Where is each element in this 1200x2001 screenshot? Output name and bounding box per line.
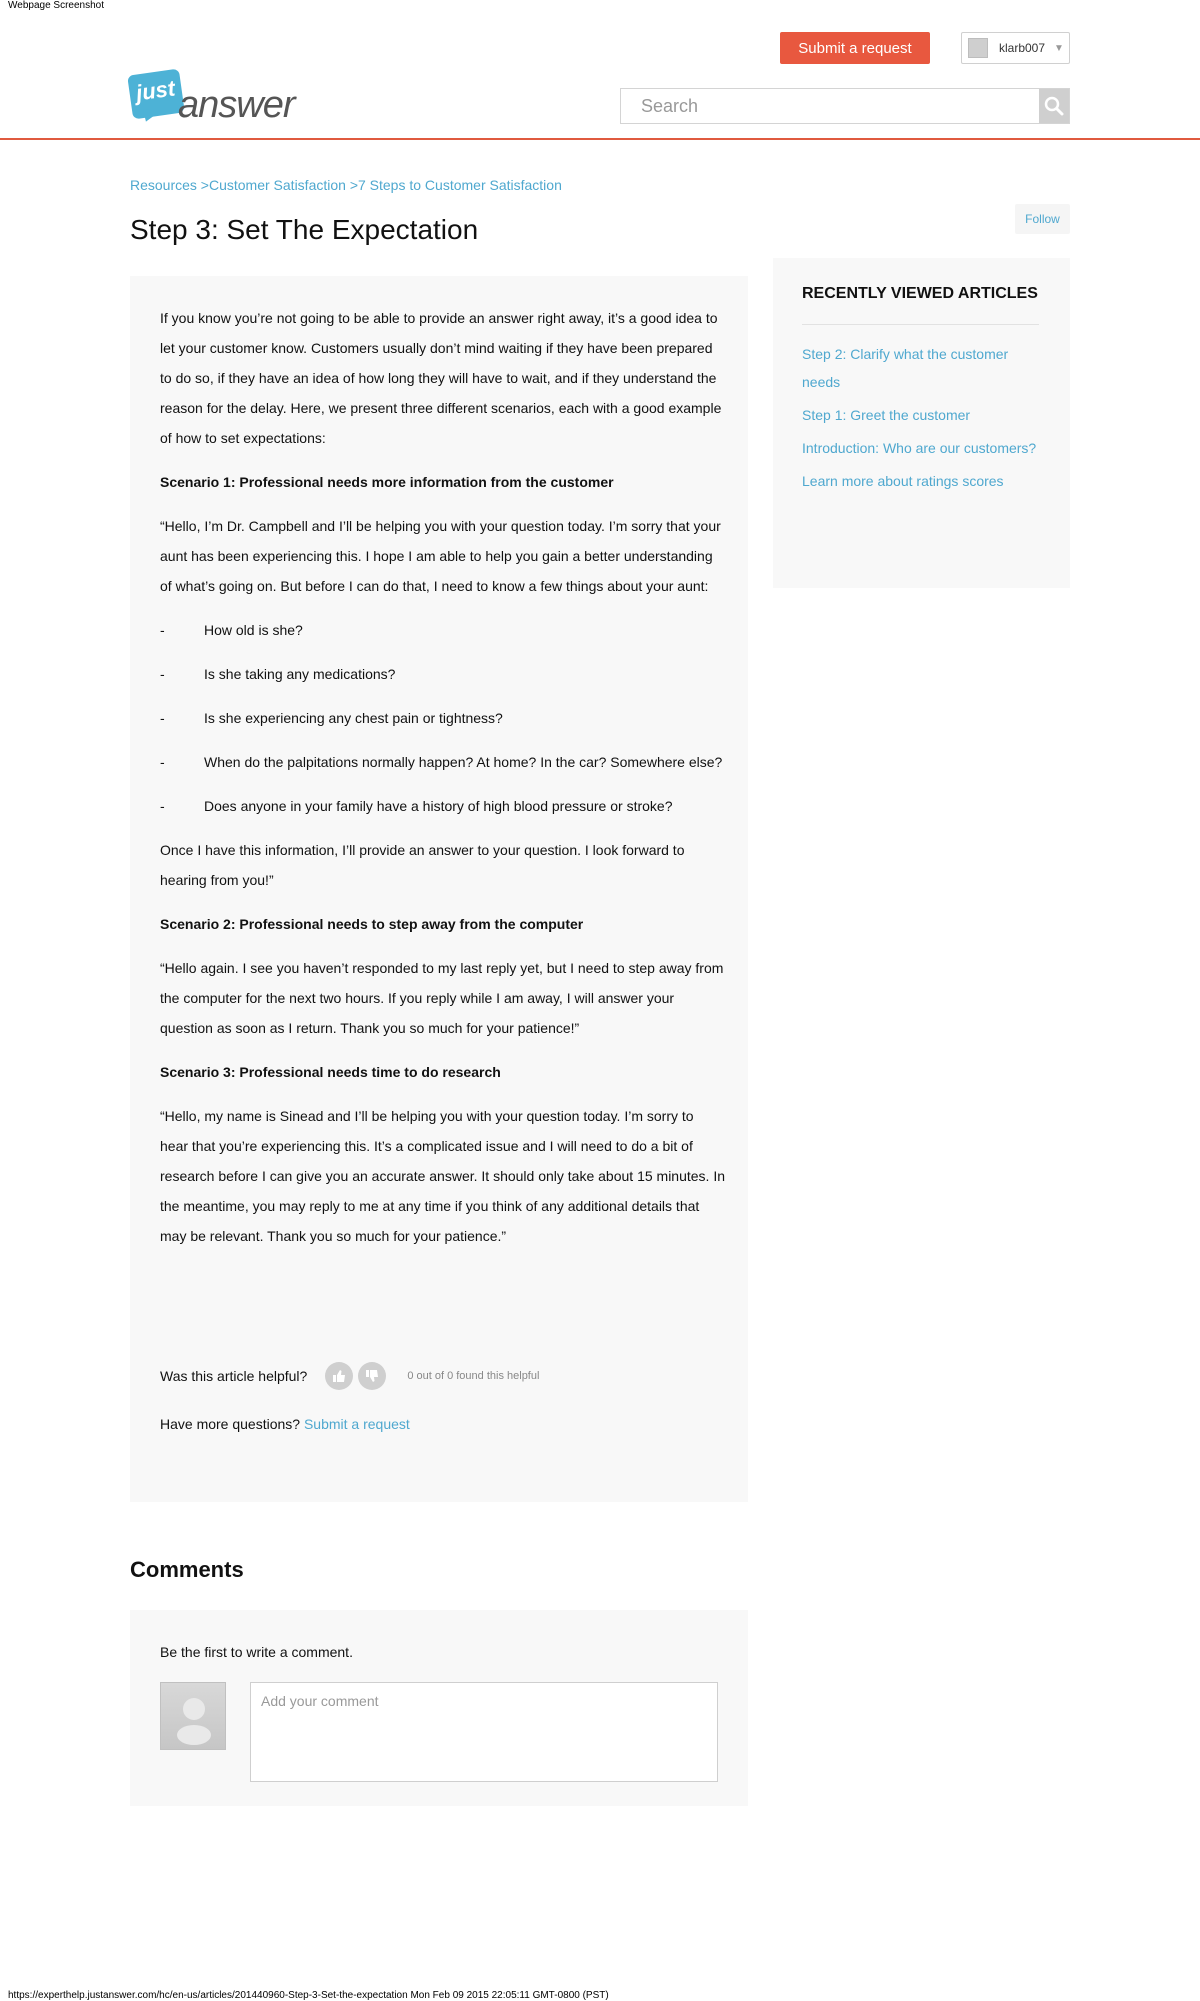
comments-panel (130, 1610, 748, 1806)
thumbs-up-icon (332, 1369, 346, 1383)
submit-request-button[interactable]: Submit a request (780, 32, 930, 64)
thumbs-down-icon (365, 1369, 379, 1383)
article-body (160, 303, 725, 1265)
follow-button[interactable]: Follow (1015, 204, 1070, 234)
submit-request-link[interactable]: Submit a request (303, 1416, 410, 1432)
question-text: Does anyone in your family have a history of high blood pressure or stroke? (204, 798, 673, 814)
dash: - (160, 666, 165, 682)
username: klarb007 (999, 41, 1046, 55)
page-caption: Webpage Screenshot (8, 0, 104, 11)
caret-down-icon: ▼ (1054, 42, 1064, 54)
scenario-3-quote: “Hello, my name is Sinead and I’ll be helping you with your question today. I’m sorry to hear that you’re experiencing this. It’s a complicated issue and I will need to do a bit of research before I can give you an accurate answer. It should only take about 15 minutes. In the meantime, you may reply to me at any time if you think of any additional details that may be relevant. Thank you so much for your patience.” (160, 1108, 726, 1244)
question-text: Is she experiencing any chest pain or tightness? (204, 710, 503, 726)
scenario-1-heading: Scenario 1: Professional needs more information from the customer (160, 474, 614, 490)
scenario-1-quote: “Hello, I’m Dr. Campbell and I’ll be helping you with your question today. I’m sorry that your aunt has been experiencing this. I hope I am able to help you gain a better understanding of what’s going on. But before I can do that, I need to know a few things about your aunt: (160, 518, 721, 594)
dash: - (160, 798, 165, 814)
dash: - (160, 622, 165, 638)
dash: - (160, 754, 165, 770)
question-text: When do the palpitations normally happen? At home? In the car? Somewhere else? (204, 754, 723, 770)
recent-article-link[interactable]: Step 2: Clarify what the customer needs (802, 346, 1009, 390)
comment-avatar (160, 1682, 226, 1750)
breadcrumb[interactable]: Resources >Customer Satisfaction >7 Steps to Customer Satisfaction (130, 177, 562, 193)
site-header (0, 0, 1200, 140)
question-text: Is she taking any medications? (204, 666, 396, 682)
vote-up-button[interactable] (325, 1362, 353, 1390)
search-button[interactable] (1039, 89, 1069, 123)
question-item (160, 659, 725, 689)
helpful-count: 0 out of 0 found this helpful (407, 1370, 540, 1382)
sidebar-title: RECENTLY VIEWED ARTICLES (802, 285, 1038, 302)
question-text: How old is she? (204, 622, 303, 638)
user-avatar (968, 38, 988, 58)
logo-text-just: just (134, 75, 177, 106)
user-menu[interactable] (961, 32, 1070, 64)
page-title: Step 3: Set The Expectation (130, 214, 479, 245)
recent-article-link[interactable]: Learn more about ratings scores (802, 473, 1004, 489)
recent-articles-list (802, 340, 1047, 500)
vote-down-button[interactable] (358, 1362, 386, 1390)
first-comment-prompt: Be the first to write a comment. (160, 1644, 353, 1660)
search-icon (1044, 96, 1064, 116)
recent-article-link[interactable]: Step 1: Greet the customer (802, 407, 971, 423)
scenario-2-quote: “Hello again. I see you haven’t responded to my last reply yet, but I need to step away from the computer for the next two hours. If you reply while I am away, I will answer your question as soon as I return. Thank you so much for your patience!” (160, 960, 724, 1036)
article-panel (130, 276, 748, 1502)
comments-title: Comments (130, 1557, 244, 1582)
search-box (620, 88, 1070, 124)
sidebar-divider (802, 324, 1039, 325)
article-intro: If you know you’re not going to be able to provide an answer right away, it’s a good idea to let your customer know. Customers usually don’t mind waiting if they have been prepared to do so, if they have an idea of how long they will have to wait, and if they understand the reason for the delay. Here, we present three different scenarios, each with a good example of how to set expectations: (160, 310, 722, 446)
justanswer-logo[interactable] (130, 70, 305, 126)
article-vote (160, 1361, 720, 1391)
question-item (160, 703, 725, 733)
more-questions (160, 1416, 410, 1432)
recently-viewed-sidebar (773, 258, 1070, 588)
question-item (160, 791, 725, 821)
scenario-1-close: Once I have this information, I’ll provide an answer to your question. I look forward to hearing from you!” (160, 842, 685, 888)
user-silhouette-icon (161, 1683, 227, 1751)
page-url-footer: https://experthelp.justanswer.com/hc/en-us/articles/201440960-Step-3-Set-the-expectation Mon Feb 09 2015 22:05:11 GMT-0800 (PST) (8, 1990, 609, 2001)
scenario-2-heading: Scenario 2: Professional needs to step away from the computer (160, 916, 584, 932)
recent-article-link[interactable]: Introduction: Who are our customers? (802, 440, 1037, 456)
question-item (160, 747, 725, 777)
helpful-question: Was this article helpful? (160, 1368, 308, 1384)
comment-input[interactable] (250, 1682, 718, 1782)
logo-text-answer: answer (178, 84, 295, 126)
question-item (160, 615, 725, 645)
scenario-3-heading: Scenario 3: Professional needs time to do research (160, 1064, 501, 1080)
more-questions-text: Have more questions? (160, 1416, 301, 1432)
dash: - (160, 710, 165, 726)
search-input[interactable] (621, 89, 1041, 123)
